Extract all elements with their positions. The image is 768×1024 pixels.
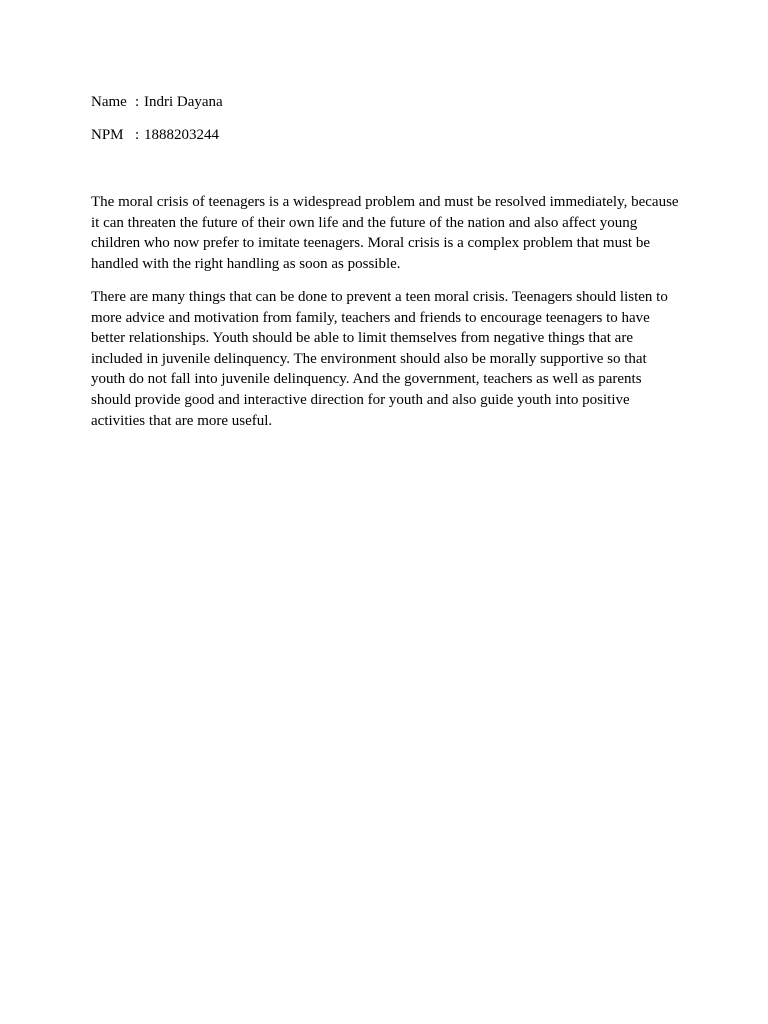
npm-value: 1888203244 <box>144 127 219 143</box>
name-separator: : <box>135 94 140 110</box>
name-label: Name <box>91 94 127 110</box>
npm-separator: : <box>135 127 140 143</box>
body-paragraph-2: There are many things that can be done to prevent a teen moral crisis. Teenagers should listen to more advice and motivation from family, teachers and friends to encourage teenagers to have better relationships. Youth should be able to limit themselves from negative things that are included in juvenile delinquency. The environment should also be morally supportive so that youth do not fall into juvenile delinquency. And the government, teachers as well as parents should provide good and interactive direction for youth and also guide youth into positive activities that are more useful. <box>91 289 668 429</box>
student-name-row <box>91 92 223 112</box>
body-paragraph-1: The moral crisis of teenagers is a widespread problem and must be resolved immediately, because it can threaten the future of their own life and the future of the nation and also affect young children who now prefer to imitate teenagers. Moral crisis is a complex problem that must be handled with the right handling as soon as possible. <box>91 194 679 272</box>
npm-label: NPM <box>91 127 124 143</box>
student-npm-row <box>91 125 219 145</box>
name-value: Indri Dayana <box>144 94 223 110</box>
